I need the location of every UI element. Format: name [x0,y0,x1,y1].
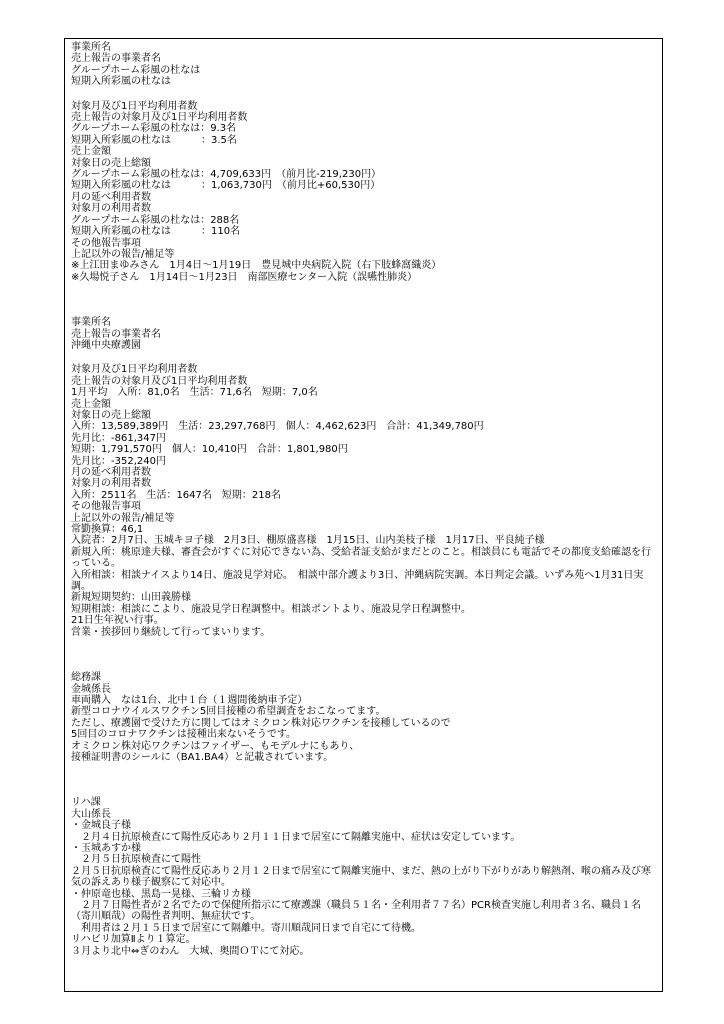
text-line: ３月より北中⇔ぎのわん 大城、奥間ＯＴにて対応。 [71,945,310,957]
text-line: 入所：2511名 生活：1647名 短期：218名 [71,489,281,501]
text-line: 対象月の利用者数 [71,478,151,490]
section-rehabilitation [71,797,662,957]
text-line: 入院者：2月7日、玉城キヨ子様 2月3日、棚原盛喜様 1月15日、山内美枝子様 1月17日、平良純子様 [71,535,545,547]
text-line: 売上金額 [71,398,111,410]
text-line: グループホーム彩風の杜なは：9.3名 [71,123,237,135]
text-line: リハビリ加算Ⅱより１算定。 [71,934,196,946]
text-line: ・仲原竜也様、黒島一晃様、三輪リカ様 [71,888,251,900]
text-line: その他報告事項 [71,237,141,249]
text-line: 新規入所：桃原達夫様、審査会がすぐに対応できない為、受給者証支給がまだとのこと。相談員にも電話でその都度支給確認を行っている。 [71,546,651,570]
section-group-home-sales [71,42,662,283]
text-line [71,88,662,101]
text-line: ２月４日抗原検査にて陽性反応あり２月１１日まで居室にて隔離実施中、症状は安定しています。 [71,831,521,843]
text-line: ただし、療護園で受けた方に関してはオミクロン株対応ワクチンを接種しているので [71,717,451,729]
text-line: 月の延べ利用者数 [71,467,151,478]
text-line: 短期入所彩風の杜なは ：110名 [71,226,241,238]
text-line: 短期相談：相談にこより、施設見学日程調整中。相談ポントより、施設見学日程調整中。 [71,603,471,615]
text-line: リハ課 [71,797,101,809]
text-line: 入所相談：相談ナイスより14日、施設見学対応。 相談中部介護より3日、沖縄病院実調。本日判定会議。いずみ苑へ1月31日実調。 [71,569,644,593]
text-line: 金城係長 [71,683,111,695]
text-line: 営業・挨拶回り継続して行ってまいります。 [71,626,271,638]
text-line: ２月５日抗原検査にて陽性 [71,854,201,866]
text-line: ２月５日抗原検査にて陽性反応あり２月１２日まで居室にて隔離実施中、まだ、熱の上がり下がりがあり解熱剤、喉の痛み及び寒気の訴えあり様子観察にて対応中。 [71,865,651,889]
document-frame [64,38,663,992]
text-line: 売上報告の対象月及び1日平均利用者数 [71,112,248,124]
text-line: 対象月及び1日平均利用者数 [71,100,198,112]
text-line: 売上報告の対象月及び1日平均利用者数 [71,375,248,387]
text-line: 常勤換算：46,1 [71,524,144,536]
text-line: 事業所名 [71,317,111,329]
text-line: 新規短期契約：山田義勝様 [71,592,191,604]
text-line: 車両購入 なは1台、北中１台（１週間後納車予定） [71,694,308,706]
text-line: 月の延べ利用者数 [71,191,151,203]
text-line: ※久場悦子さん 1月14日～1月23日 南部医療センター入院（誤嚥性肺炎） [71,271,418,283]
text-line: 短期入所彩風の杜なは ：3.5名 [71,134,237,146]
text-line: グループホーム彩風の杜なは：4,709,633円 （前月比-219,230円） [71,169,382,181]
text-line: 入所：13,589,389円 生活：23,297,768円 個人：4,462,623円 合計：41,349,780円 [71,421,484,433]
text-line: オミクロン株対応ワクチンはファイザー、もモデルナにもあり、 [71,740,360,752]
section-gap [71,638,662,672]
text-line: 上記以外の報告/補足等 [71,512,175,524]
text-line: その他報告事項 [71,501,141,513]
text-line: ２月７日陽性者が２名でたので保健所指示にて療護課（職員５１名・全利用者７７名）PCR検査実施し利用者３名、職員１名（寄川順哉）の陽性者判明、無症状です。 [71,900,641,923]
text-line: ・金城良子様 [71,820,131,832]
text-line: グループホーム彩風の杜なは [71,64,201,76]
text-line: 短期入所彩風の杜なは ：1,063,730円 （前月比+60,530円） [71,180,381,192]
section-chuo-ryogoen-sales [71,317,662,638]
text-line: 先月比：-861,347円 [71,432,166,444]
text-line: 利用者は２月１５日まで居室にて隔離中。寄川順哉同日まで自宅にて待機。 [71,922,421,934]
text-line: 上記以外の報告/補足等 [71,248,175,260]
text-line: 対象日の売上総額 [71,157,151,169]
section-general-affairs [71,672,662,763]
text-line: 大山係長 [71,808,111,820]
text-line: 5回目のコロナワクチンは接種出来ないそうです。 [71,729,297,741]
text-line: 沖縄中央療護園 [71,339,141,351]
text-line: 短期入所彩風の杜なは [71,76,171,88]
text-line: 対象日の売上総額 [71,409,151,421]
text-line: 総務課 [71,672,101,684]
text-line: 対象月及び1日平均利用者数 [71,364,198,376]
text-line: 短期：1,791,570円 個人：10,410円 合計：1,801,980円 [71,444,348,456]
text-line: ※上江田まゆみさん 1月4日～1月19日 豊見城中央病院入院（右下肢蜂窩織炎） [71,260,442,272]
text-line: グループホーム彩風の杜なは：288名 [71,214,240,226]
text-line: 21日生年祝い行事。 [71,615,164,627]
text-line: 新型コロナウイルスワクチン5回目接種の希望調査をおこなってます。 [71,706,386,718]
text-line: 売上報告の事業者名 [71,328,161,340]
text-line [71,351,662,364]
text-line: ・玉城あすか様 [71,842,141,854]
text-line: 売上報告の事業者名 [71,53,161,65]
section-gap [71,763,662,797]
text-line: 接種証明書のシールに（BA1.BA4）と記載されています。 [71,751,334,763]
text-line: 売上金額 [71,146,111,158]
text-line: 先月比：-352,240円 [71,455,166,467]
text-line: 1月平均 入所：81,0名 生活：71,6名 短期：7,0名 [71,387,318,399]
text-line: 対象月の利用者数 [71,203,151,215]
section-gap [71,283,662,317]
text-line: 事業所名 [71,42,111,53]
